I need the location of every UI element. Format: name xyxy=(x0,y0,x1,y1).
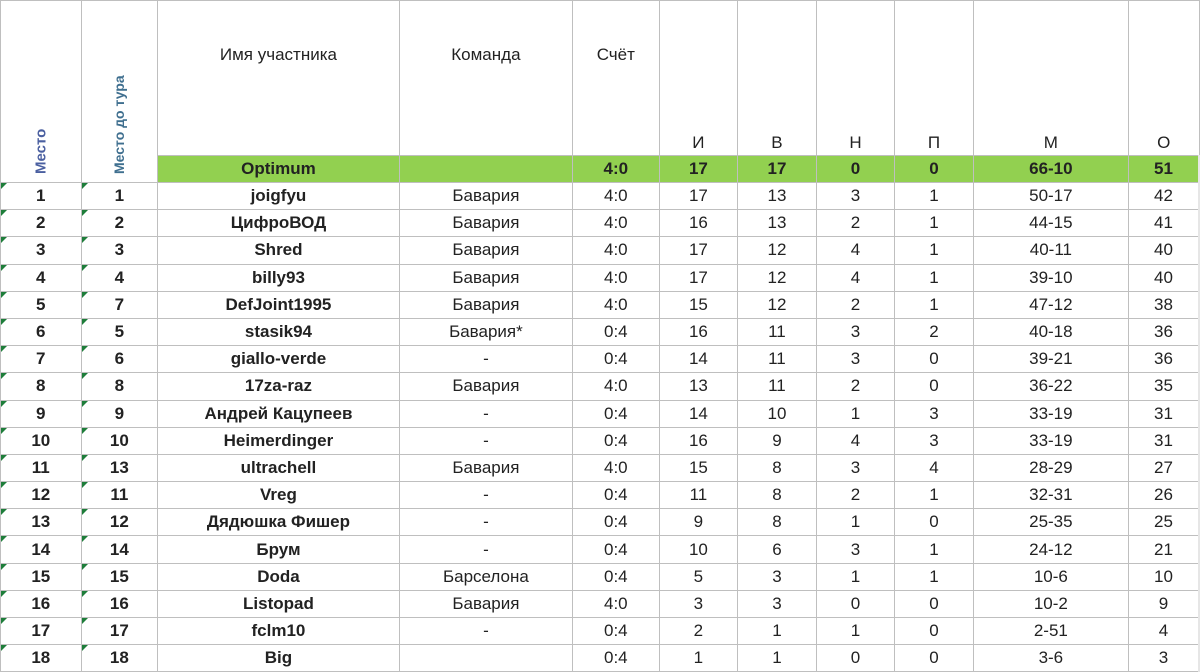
cell-p[interactable]: 3 xyxy=(895,400,974,427)
cell-team[interactable]: - xyxy=(399,618,572,645)
cell-o[interactable]: 42 xyxy=(1128,183,1199,210)
cell-place-before[interactable]: 10 xyxy=(81,427,158,454)
cell-v[interactable]: 13 xyxy=(738,210,817,237)
cell-place-before[interactable]: 1 xyxy=(81,183,158,210)
cell-p[interactable]: 1 xyxy=(895,210,974,237)
optimum-n[interactable]: 0 xyxy=(816,156,895,183)
cell-score[interactable]: 4:0 xyxy=(573,183,660,210)
cell-team[interactable]: - xyxy=(399,509,572,536)
cell-n[interactable]: 3 xyxy=(816,183,895,210)
cell-p[interactable]: 1 xyxy=(895,291,974,318)
cell-place-before[interactable]: 17 xyxy=(81,618,158,645)
cell-n[interactable]: 3 xyxy=(816,454,895,481)
cell-i[interactable]: 16 xyxy=(659,427,738,454)
cell-place[interactable]: 14 xyxy=(1,536,82,563)
cell-v[interactable]: 8 xyxy=(738,509,817,536)
cell-p[interactable]: 0 xyxy=(895,618,974,645)
cell-m[interactable]: 2-51 xyxy=(973,618,1128,645)
table-header xyxy=(1,1,1200,183)
header-team[interactable]: Команда xyxy=(399,1,572,156)
cell-participant[interactable]: 17za-raz xyxy=(158,373,400,400)
cell-place-before[interactable]: 5 xyxy=(81,318,158,345)
cell-v[interactable]: 8 xyxy=(738,454,817,481)
cell-place-before[interactable]: 18 xyxy=(81,645,158,672)
cell-team[interactable]: Бавария xyxy=(399,590,572,617)
cell-m[interactable]: 24-12 xyxy=(973,536,1128,563)
cell-score[interactable]: 4:0 xyxy=(573,237,660,264)
cell-score[interactable]: 0:4 xyxy=(573,645,660,672)
cell-o[interactable]: 41 xyxy=(1128,210,1199,237)
cell-n[interactable]: 2 xyxy=(816,482,895,509)
cell-m[interactable]: 36-22 xyxy=(973,373,1128,400)
cell-v[interactable]: 3 xyxy=(738,563,817,590)
cell-score[interactable]: 4:0 xyxy=(573,590,660,617)
cell-i[interactable]: 15 xyxy=(659,291,738,318)
cell-participant[interactable]: Брум xyxy=(158,536,400,563)
table-row xyxy=(1,509,1200,536)
cell-p[interactable]: 0 xyxy=(895,346,974,373)
cell-team[interactable]: Бавария xyxy=(399,454,572,481)
cell-participant[interactable]: Big xyxy=(158,645,400,672)
cell-score[interactable]: 0:4 xyxy=(573,482,660,509)
optimum-m[interactable]: 66-10 xyxy=(973,156,1128,183)
cell-p[interactable]: 0 xyxy=(895,509,974,536)
cell-o[interactable]: 26 xyxy=(1128,482,1199,509)
cell-place-before[interactable]: 16 xyxy=(81,590,158,617)
header-v[interactable]: В xyxy=(738,1,817,156)
cell-o[interactable]: 21 xyxy=(1128,536,1199,563)
table-row xyxy=(1,291,1200,318)
cell-v[interactable]: 10 xyxy=(738,400,817,427)
cell-participant[interactable]: stasik94 xyxy=(158,318,400,345)
cell-place[interactable]: 10 xyxy=(1,427,82,454)
cell-n[interactable]: 2 xyxy=(816,210,895,237)
cell-v[interactable]: 6 xyxy=(738,536,817,563)
cell-place-before[interactable]: 9 xyxy=(81,400,158,427)
cell-place[interactable]: 16 xyxy=(1,590,82,617)
cell-v[interactable]: 9 xyxy=(738,427,817,454)
header-place-before[interactable] xyxy=(81,1,158,183)
cell-place[interactable]: 3 xyxy=(1,237,82,264)
cell-v[interactable]: 12 xyxy=(738,237,817,264)
cell-n[interactable]: 4 xyxy=(816,427,895,454)
cell-o[interactable]: 36 xyxy=(1128,318,1199,345)
cell-team[interactable]: - xyxy=(399,400,572,427)
cell-place-before[interactable]: 6 xyxy=(81,346,158,373)
cell-m[interactable]: 28-29 xyxy=(973,454,1128,481)
cell-i[interactable]: 17 xyxy=(659,237,738,264)
table-row xyxy=(1,183,1200,210)
cell-place[interactable]: 18 xyxy=(1,645,82,672)
cell-o[interactable]: 40 xyxy=(1128,264,1199,291)
cell-i[interactable]: 3 xyxy=(659,590,738,617)
header-m[interactable]: М xyxy=(973,1,1128,156)
cell-score[interactable]: 4:0 xyxy=(573,291,660,318)
cell-team[interactable]: Бавария xyxy=(399,183,572,210)
cell-n[interactable]: 3 xyxy=(816,346,895,373)
table-row xyxy=(1,318,1200,345)
table-row xyxy=(1,454,1200,481)
cell-place[interactable]: 12 xyxy=(1,482,82,509)
cell-n[interactable]: 1 xyxy=(816,618,895,645)
cell-i[interactable]: 2 xyxy=(659,618,738,645)
cell-v[interactable]: 11 xyxy=(738,346,817,373)
cell-place[interactable]: 5 xyxy=(1,291,82,318)
table-row xyxy=(1,427,1200,454)
header-n[interactable]: Н xyxy=(816,1,895,156)
cell-i[interactable]: 1 xyxy=(659,645,738,672)
table-row xyxy=(1,237,1200,264)
cell-place[interactable]: 2 xyxy=(1,210,82,237)
cell-participant[interactable]: Doda xyxy=(158,563,400,590)
cell-v[interactable]: 13 xyxy=(738,183,817,210)
cell-team[interactable]: - xyxy=(399,536,572,563)
cell-p[interactable]: 1 xyxy=(895,563,974,590)
cell-p[interactable]: 1 xyxy=(895,482,974,509)
header-score[interactable]: Счёт xyxy=(573,1,660,156)
cell-p[interactable]: 1 xyxy=(895,264,974,291)
header-p[interactable]: П xyxy=(895,1,974,156)
cell-v[interactable]: 12 xyxy=(738,291,817,318)
cell-v[interactable]: 8 xyxy=(738,482,817,509)
cell-participant[interactable]: Андрей Кацупеев xyxy=(158,400,400,427)
cell-m[interactable]: 39-10 xyxy=(973,264,1128,291)
cell-n[interactable]: 4 xyxy=(816,237,895,264)
cell-score[interactable]: 4:0 xyxy=(573,454,660,481)
cell-place-before[interactable]: 14 xyxy=(81,536,158,563)
cell-score[interactable]: 0:4 xyxy=(573,618,660,645)
cell-score[interactable]: 4:0 xyxy=(573,264,660,291)
cell-participant[interactable]: billy93 xyxy=(158,264,400,291)
cell-v[interactable]: 1 xyxy=(738,618,817,645)
cell-m[interactable]: 32-31 xyxy=(973,482,1128,509)
cell-team[interactable]: - xyxy=(399,427,572,454)
cell-place[interactable]: 15 xyxy=(1,563,82,590)
table-row xyxy=(1,590,1200,617)
cell-v[interactable]: 3 xyxy=(738,590,817,617)
cell-o[interactable]: 36 xyxy=(1128,346,1199,373)
cell-i[interactable]: 17 xyxy=(659,264,738,291)
cell-p[interactable]: 3 xyxy=(895,427,974,454)
cell-v[interactable]: 11 xyxy=(738,318,817,345)
cell-score[interactable]: 0:4 xyxy=(573,400,660,427)
cell-score[interactable]: 0:4 xyxy=(573,536,660,563)
cell-place[interactable]: 4 xyxy=(1,264,82,291)
optimum-team[interactable] xyxy=(399,156,572,183)
cell-score[interactable]: 0:4 xyxy=(573,427,660,454)
cell-p[interactable]: 0 xyxy=(895,373,974,400)
cell-place-before[interactable]: 8 xyxy=(81,373,158,400)
header-i[interactable]: И xyxy=(659,1,738,156)
optimum-i[interactable]: 17 xyxy=(659,156,738,183)
cell-o[interactable]: 4 xyxy=(1128,618,1199,645)
cell-m[interactable]: 47-12 xyxy=(973,291,1128,318)
header-place-before-label: Место до тура xyxy=(111,75,128,174)
cell-participant[interactable]: giallo-verde xyxy=(158,346,400,373)
table-row xyxy=(1,400,1200,427)
cell-m[interactable]: 10-2 xyxy=(973,590,1128,617)
cell-o[interactable]: 10 xyxy=(1128,563,1199,590)
table-row xyxy=(1,563,1200,590)
cell-score[interactable]: 4:0 xyxy=(573,373,660,400)
cell-team[interactable]: - xyxy=(399,482,572,509)
cell-i[interactable]: 16 xyxy=(659,210,738,237)
cell-team[interactable]: Бавария xyxy=(399,210,572,237)
cell-place-before[interactable]: 11 xyxy=(81,482,158,509)
cell-o[interactable]: 27 xyxy=(1128,454,1199,481)
cell-team[interactable]: Бавария xyxy=(399,373,572,400)
cell-participant[interactable]: Listopad xyxy=(158,590,400,617)
cell-team[interactable]: Барселона xyxy=(399,563,572,590)
cell-team[interactable]: Бавария xyxy=(399,291,572,318)
cell-o[interactable]: 9 xyxy=(1128,590,1199,617)
cell-o[interactable]: 40 xyxy=(1128,237,1199,264)
cell-place[interactable]: 8 xyxy=(1,373,82,400)
optimum-p[interactable]: 0 xyxy=(895,156,974,183)
cell-score[interactable]: 0:4 xyxy=(573,563,660,590)
cell-place-before[interactable]: 2 xyxy=(81,210,158,237)
cell-p[interactable]: 0 xyxy=(895,590,974,617)
cell-n[interactable]: 1 xyxy=(816,400,895,427)
cell-p[interactable]: 1 xyxy=(895,183,974,210)
cell-n[interactable]: 0 xyxy=(816,645,895,672)
table-body xyxy=(1,183,1200,672)
cell-place-before[interactable]: 13 xyxy=(81,454,158,481)
cell-place[interactable]: 7 xyxy=(1,346,82,373)
cell-place[interactable]: 13 xyxy=(1,509,82,536)
cell-team[interactable]: Бавария* xyxy=(399,318,572,345)
cell-m[interactable]: 50-17 xyxy=(973,183,1128,210)
cell-m[interactable]: 33-19 xyxy=(973,427,1128,454)
cell-place[interactable]: 9 xyxy=(1,400,82,427)
cell-place[interactable]: 6 xyxy=(1,318,82,345)
optimum-name[interactable]: Optimum xyxy=(158,156,400,183)
cell-n[interactable]: 1 xyxy=(816,563,895,590)
cell-i[interactable]: 9 xyxy=(659,509,738,536)
cell-team[interactable] xyxy=(399,645,572,672)
cell-p[interactable]: 4 xyxy=(895,454,974,481)
cell-i[interactable]: 5 xyxy=(659,563,738,590)
cell-m[interactable]: 40-11 xyxy=(973,237,1128,264)
cell-o[interactable]: 35 xyxy=(1128,373,1199,400)
table-row xyxy=(1,264,1200,291)
cell-n[interactable]: 1 xyxy=(816,509,895,536)
optimum-row xyxy=(1,156,1200,183)
cell-i[interactable]: 14 xyxy=(659,400,738,427)
cell-o[interactable]: 38 xyxy=(1128,291,1199,318)
cell-i[interactable]: 10 xyxy=(659,536,738,563)
cell-p[interactable]: 1 xyxy=(895,536,974,563)
cell-m[interactable]: 33-19 xyxy=(973,400,1128,427)
table-row xyxy=(1,618,1200,645)
header-participant[interactable]: Имя участника xyxy=(158,1,400,156)
header-place-label: Место xyxy=(32,128,50,174)
cell-score[interactable]: 0:4 xyxy=(573,346,660,373)
cell-n[interactable]: 0 xyxy=(816,590,895,617)
cell-team[interactable]: Бавария xyxy=(399,237,572,264)
cell-i[interactable]: 15 xyxy=(659,454,738,481)
cell-v[interactable]: 12 xyxy=(738,264,817,291)
cell-m[interactable]: 44-15 xyxy=(973,210,1128,237)
cell-participant[interactable]: Дядюшка Фишер xyxy=(158,509,400,536)
cell-p[interactable]: 2 xyxy=(895,318,974,345)
cell-place[interactable]: 1 xyxy=(1,183,82,210)
cell-n[interactable]: 3 xyxy=(816,318,895,345)
cell-team[interactable]: Бавария xyxy=(399,264,572,291)
cell-p[interactable]: 0 xyxy=(895,645,974,672)
cell-participant[interactable]: ultrachell xyxy=(158,454,400,481)
optimum-score[interactable]: 4:0 xyxy=(573,156,660,183)
optimum-v[interactable]: 17 xyxy=(738,156,817,183)
cell-o[interactable]: 3 xyxy=(1128,645,1199,672)
cell-m[interactable]: 10-6 xyxy=(973,563,1128,590)
table-row xyxy=(1,210,1200,237)
header-place[interactable] xyxy=(1,1,82,183)
cell-i[interactable]: 17 xyxy=(659,183,738,210)
cell-participant[interactable]: ЦифроВОД xyxy=(158,210,400,237)
cell-v[interactable]: 1 xyxy=(738,645,817,672)
cell-participant[interactable]: Vreg xyxy=(158,482,400,509)
cell-score[interactable]: 0:4 xyxy=(573,318,660,345)
cell-o[interactable]: 31 xyxy=(1128,427,1199,454)
cell-score[interactable]: 0:4 xyxy=(573,509,660,536)
cell-i[interactable]: 14 xyxy=(659,346,738,373)
optimum-o[interactable]: 51 xyxy=(1128,156,1199,183)
table-row xyxy=(1,346,1200,373)
table-row xyxy=(1,482,1200,509)
cell-i[interactable]: 11 xyxy=(659,482,738,509)
cell-place-before[interactable]: 7 xyxy=(81,291,158,318)
cell-n[interactable]: 4 xyxy=(816,264,895,291)
cell-p[interactable]: 1 xyxy=(895,237,974,264)
cell-place[interactable]: 17 xyxy=(1,618,82,645)
cell-m[interactable]: 3-6 xyxy=(973,645,1128,672)
cell-participant[interactable]: joigfyu xyxy=(158,183,400,210)
cell-i[interactable]: 16 xyxy=(659,318,738,345)
table-row xyxy=(1,645,1200,672)
table-row xyxy=(1,536,1200,563)
cell-m[interactable]: 40-18 xyxy=(973,318,1128,345)
cell-place[interactable]: 11 xyxy=(1,454,82,481)
cell-place-before[interactable]: 4 xyxy=(81,264,158,291)
cell-n[interactable]: 2 xyxy=(816,291,895,318)
cell-participant[interactable]: Shred xyxy=(158,237,400,264)
table-row xyxy=(1,373,1200,400)
cell-team[interactable]: - xyxy=(399,346,572,373)
header-o[interactable]: О xyxy=(1128,1,1199,156)
cell-o[interactable]: 25 xyxy=(1128,509,1199,536)
cell-participant[interactable]: DefJoint1995 xyxy=(158,291,400,318)
cell-n[interactable]: 3 xyxy=(816,536,895,563)
cell-place-before[interactable]: 3 xyxy=(81,237,158,264)
cell-o[interactable]: 31 xyxy=(1128,400,1199,427)
cell-score[interactable]: 4:0 xyxy=(573,210,660,237)
cell-place-before[interactable]: 15 xyxy=(81,563,158,590)
cell-v[interactable]: 11 xyxy=(738,373,817,400)
cell-i[interactable]: 13 xyxy=(659,373,738,400)
cell-m[interactable]: 39-21 xyxy=(973,346,1128,373)
cell-participant[interactable]: Heimerdinger xyxy=(158,427,400,454)
cell-n[interactable]: 2 xyxy=(816,373,895,400)
cell-m[interactable]: 25-35 xyxy=(973,509,1128,536)
cell-participant[interactable]: fclm10 xyxy=(158,618,400,645)
cell-place-before[interactable]: 12 xyxy=(81,509,158,536)
